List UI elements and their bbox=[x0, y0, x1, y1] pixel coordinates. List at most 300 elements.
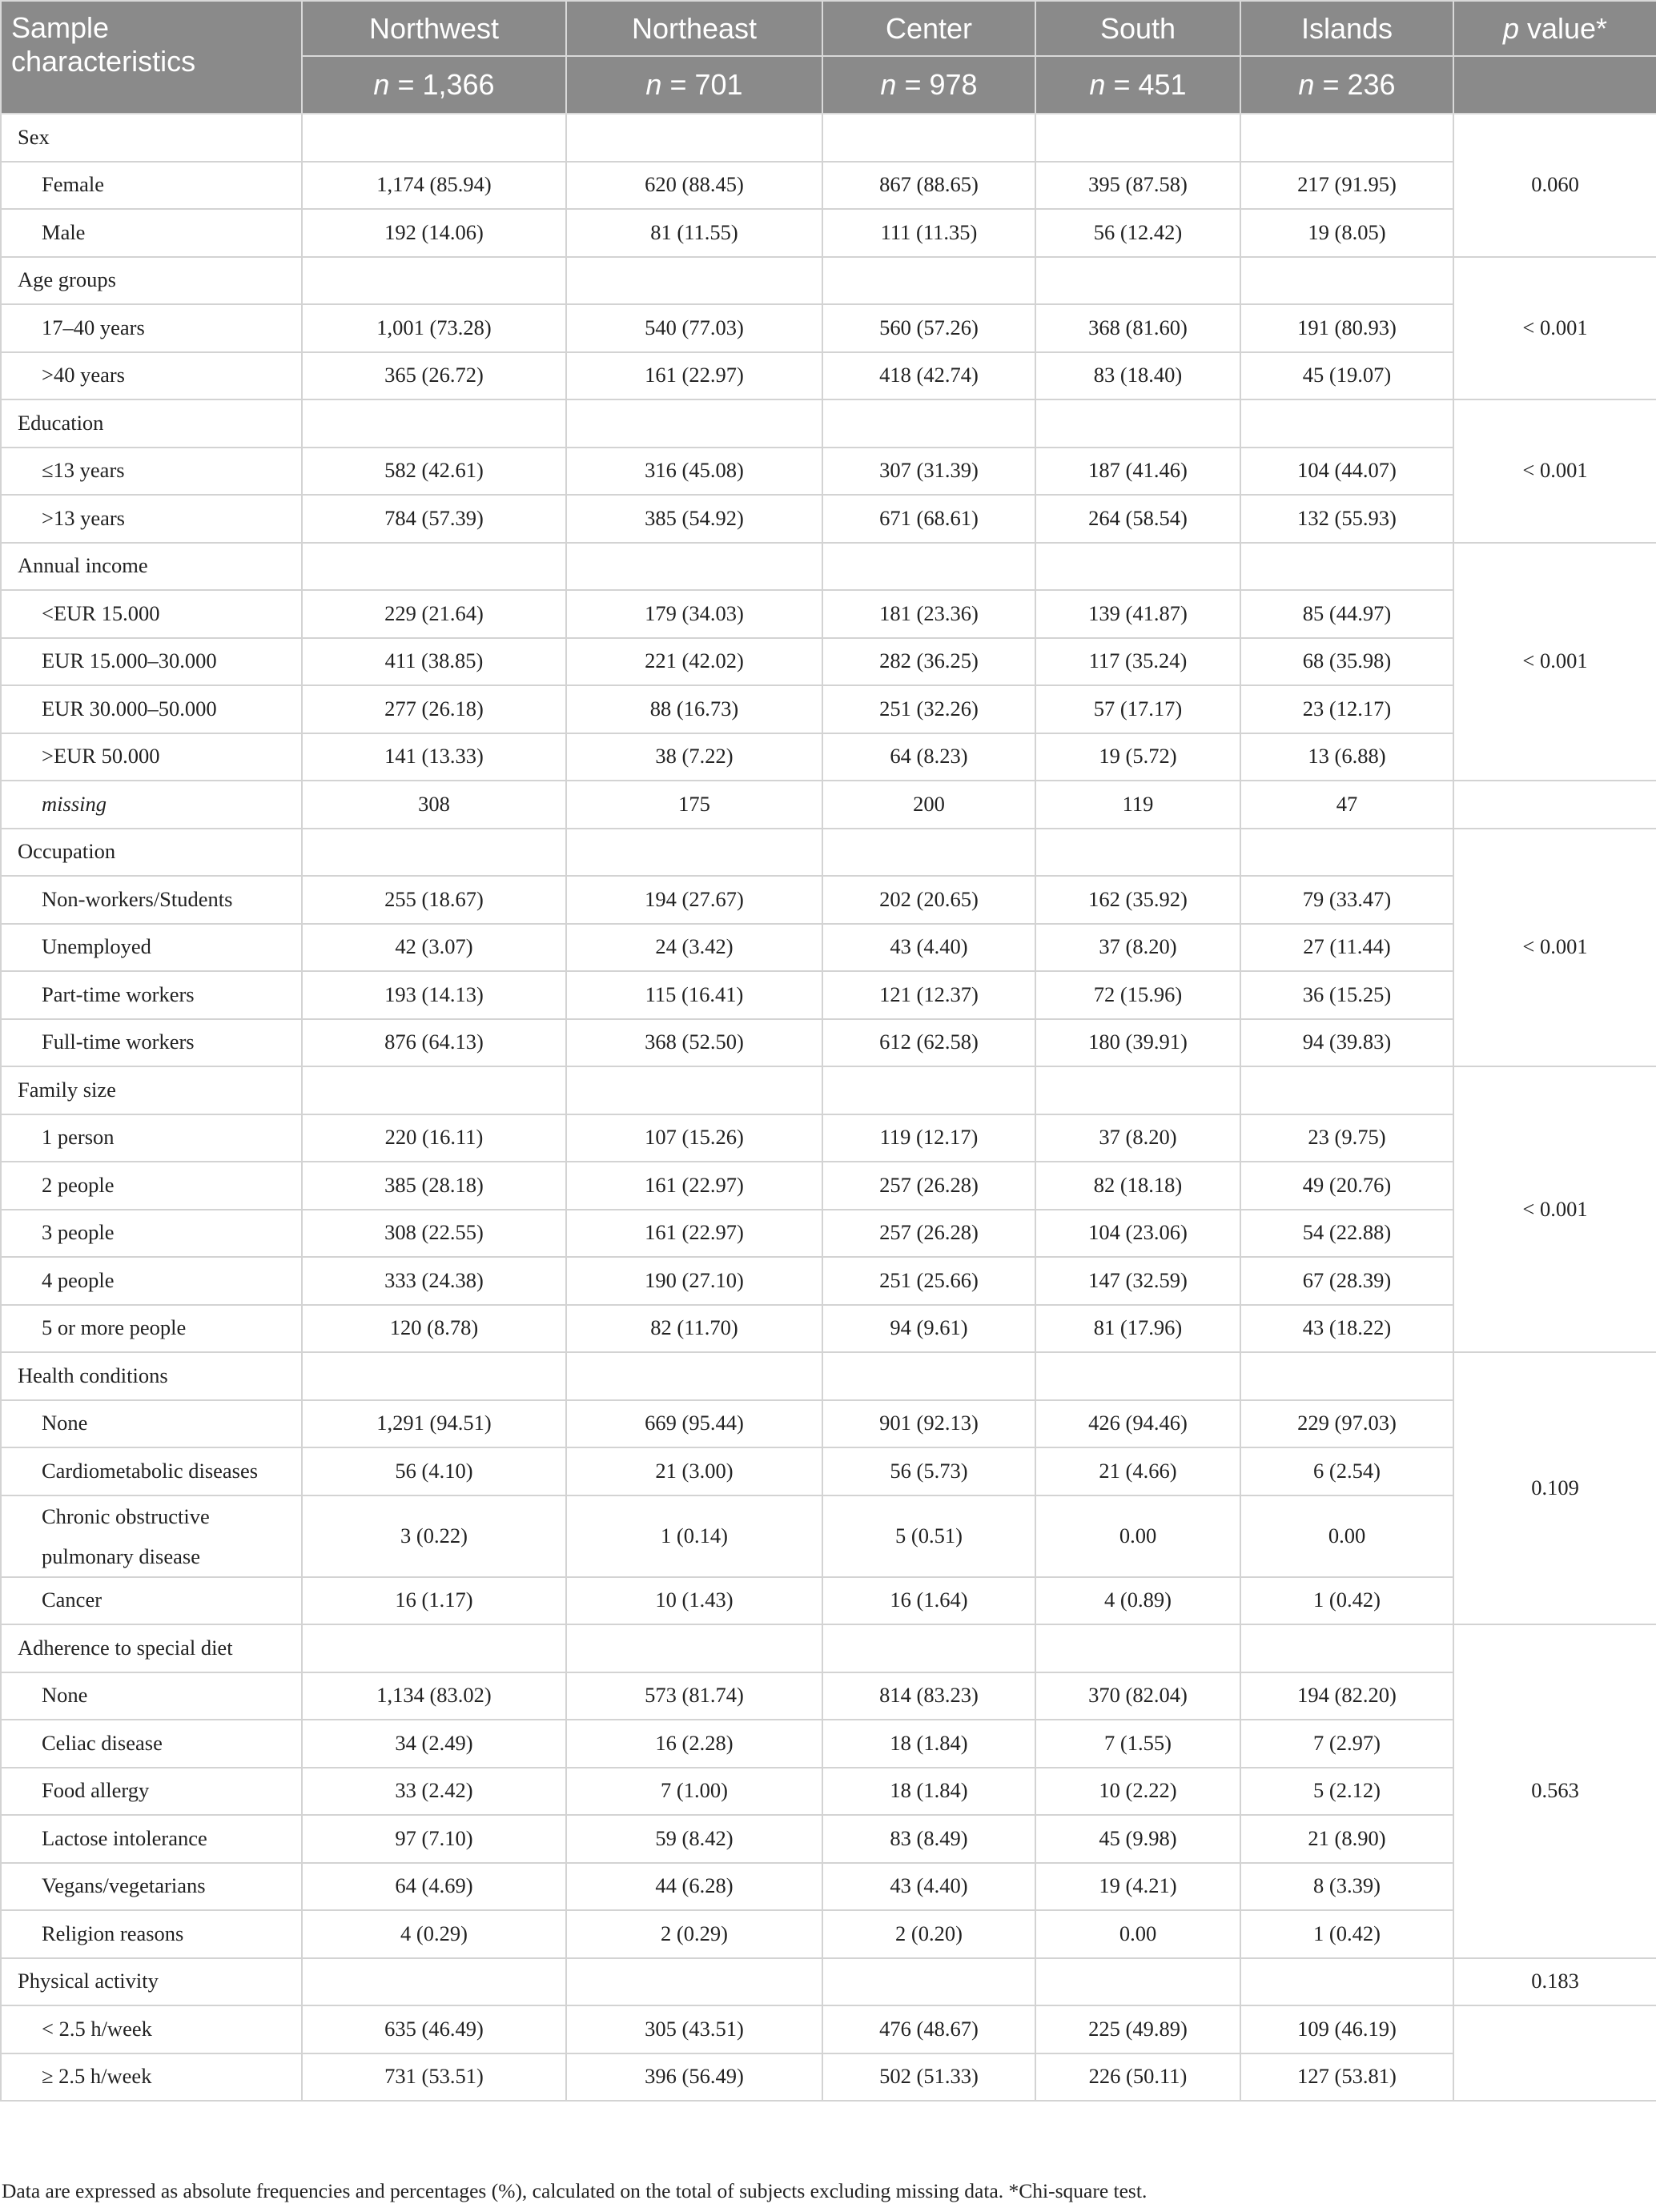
row-label: Female bbox=[1, 162, 302, 210]
value-cell: 396 (56.49) bbox=[566, 2053, 822, 2102]
empty-cell bbox=[1240, 114, 1453, 162]
row-label: Cancer bbox=[1, 1577, 302, 1625]
table-header bbox=[1, 1, 1656, 114]
group-header-row bbox=[1, 1624, 1656, 1672]
empty-cell bbox=[1035, 1958, 1240, 2006]
value-cell: 307 (31.39) bbox=[822, 448, 1035, 496]
value-cell: 385 (54.92) bbox=[566, 495, 822, 543]
group-label: Physical activity bbox=[1, 1958, 302, 2006]
empty-cell bbox=[1035, 543, 1240, 591]
table-row bbox=[1, 304, 1656, 352]
group-label: Health conditions bbox=[1, 1352, 302, 1400]
group-label: Family size bbox=[1, 1066, 302, 1114]
p-value-empty-cell bbox=[1453, 2005, 1656, 2101]
table-row bbox=[1, 2005, 1656, 2053]
value-cell: 64 (8.23) bbox=[822, 733, 1035, 781]
empty-cell bbox=[566, 829, 822, 877]
value-cell: 7 (1.55) bbox=[1035, 1720, 1240, 1768]
empty-cell bbox=[566, 114, 822, 162]
value-cell: 225 (49.89) bbox=[1035, 2005, 1240, 2053]
empty-cell bbox=[1035, 829, 1240, 877]
p-value-cell: 0.563 bbox=[1453, 1624, 1656, 1958]
value-cell: 255 (18.67) bbox=[302, 876, 566, 924]
value-cell: 88 (16.73) bbox=[566, 685, 822, 733]
value-cell: 16 (2.28) bbox=[566, 1720, 822, 1768]
value-cell: 64 (4.69) bbox=[302, 1863, 566, 1911]
value-cell: 876 (64.13) bbox=[302, 1019, 566, 1067]
value-cell: 43 (4.40) bbox=[822, 924, 1035, 972]
value-cell: 161 (22.97) bbox=[566, 352, 822, 400]
n-symbol: n bbox=[373, 68, 390, 101]
p-value-cell: < 0.001 bbox=[1453, 399, 1656, 543]
value-cell: 68 (35.98) bbox=[1240, 638, 1453, 686]
missing-value-cell: 308 bbox=[302, 781, 566, 829]
row-label: Part-time workers bbox=[1, 971, 302, 1019]
value-cell: 2 (0.29) bbox=[566, 1910, 822, 1958]
row-label: Celiac disease bbox=[1, 1720, 302, 1768]
value-cell: 44 (6.28) bbox=[566, 1863, 822, 1911]
value-cell: 38 (7.22) bbox=[566, 733, 822, 781]
value-cell: 191 (80.93) bbox=[1240, 304, 1453, 352]
row-label: 3 people bbox=[1, 1210, 302, 1258]
empty-cell bbox=[1240, 1066, 1453, 1114]
value-cell: 56 (4.10) bbox=[302, 1447, 566, 1495]
value-cell: 37 (8.20) bbox=[1035, 1114, 1240, 1162]
n-value: = 978 bbox=[904, 68, 978, 101]
row-label: Lactose intolerance bbox=[1, 1815, 302, 1863]
row-label: Male bbox=[1, 209, 302, 257]
value-cell: 220 (16.11) bbox=[302, 1114, 566, 1162]
table-body bbox=[1, 114, 1656, 2101]
value-cell: 0.00 bbox=[1240, 1495, 1453, 1577]
value-cell: 104 (44.07) bbox=[1240, 448, 1453, 496]
value-cell: 669 (95.44) bbox=[566, 1400, 822, 1448]
empty-cell bbox=[566, 1066, 822, 1114]
group-header-row bbox=[1, 257, 1656, 305]
value-cell: 476 (48.67) bbox=[822, 2005, 1035, 2053]
group-label: Education bbox=[1, 399, 302, 448]
group-label: Sex bbox=[1, 114, 302, 162]
value-cell: 731 (53.51) bbox=[302, 2053, 566, 2102]
value-cell: 202 (20.65) bbox=[822, 876, 1035, 924]
value-cell: 264 (58.54) bbox=[1035, 495, 1240, 543]
value-cell: 42 (3.07) bbox=[302, 924, 566, 972]
header-region-northeast: Northeast bbox=[566, 1, 822, 56]
value-cell: 141 (13.33) bbox=[302, 733, 566, 781]
value-cell: 21 (4.66) bbox=[1035, 1447, 1240, 1495]
table-row bbox=[1, 1495, 1656, 1577]
row-label: >40 years bbox=[1, 352, 302, 400]
row-label: Religion reasons bbox=[1, 1910, 302, 1958]
group-header-row bbox=[1, 114, 1656, 162]
table-row bbox=[1, 2053, 1656, 2102]
missing-value-cell: 175 bbox=[566, 781, 822, 829]
empty-cell bbox=[1035, 1066, 1240, 1114]
value-cell: 251 (32.26) bbox=[822, 685, 1035, 733]
table-row bbox=[1, 1910, 1656, 1958]
empty-cell bbox=[302, 114, 566, 162]
header-region-center: Center bbox=[822, 1, 1035, 56]
empty-cell bbox=[1240, 1958, 1453, 2006]
header-p-value-blank bbox=[1453, 56, 1656, 114]
value-cell: 81 (17.96) bbox=[1035, 1305, 1240, 1353]
empty-cell bbox=[822, 399, 1035, 448]
value-cell: 21 (3.00) bbox=[566, 1447, 822, 1495]
value-cell: 107 (15.26) bbox=[566, 1114, 822, 1162]
row-label: <EUR 15.000 bbox=[1, 590, 302, 638]
table-row bbox=[1, 971, 1656, 1019]
empty-cell bbox=[1035, 399, 1240, 448]
table-row bbox=[1, 1768, 1656, 1816]
table-row bbox=[1, 733, 1656, 781]
header-p-value bbox=[1453, 1, 1656, 56]
p-value-cell: < 0.001 bbox=[1453, 829, 1656, 1067]
empty-cell bbox=[1035, 114, 1240, 162]
value-cell: 395 (87.58) bbox=[1035, 162, 1240, 210]
header-n-islands bbox=[1240, 56, 1453, 114]
value-cell: 83 (8.49) bbox=[822, 1815, 1035, 1863]
value-cell: 181 (23.36) bbox=[822, 590, 1035, 638]
value-cell: 23 (12.17) bbox=[1240, 685, 1453, 733]
empty-cell bbox=[566, 1624, 822, 1672]
missing-label: missing bbox=[1, 781, 302, 829]
value-cell: 10 (2.22) bbox=[1035, 1768, 1240, 1816]
header-region-northwest: Northwest bbox=[302, 1, 566, 56]
value-cell: 67 (28.39) bbox=[1240, 1257, 1453, 1305]
value-cell: 187 (41.46) bbox=[1035, 448, 1240, 496]
value-cell: 56 (12.42) bbox=[1035, 209, 1240, 257]
value-cell: 194 (27.67) bbox=[566, 876, 822, 924]
value-cell: 23 (9.75) bbox=[1240, 1114, 1453, 1162]
table-row bbox=[1, 685, 1656, 733]
value-cell: 179 (34.03) bbox=[566, 590, 822, 638]
missing-value-cell: 47 bbox=[1240, 781, 1453, 829]
value-cell: 115 (16.41) bbox=[566, 971, 822, 1019]
value-cell: 385 (28.18) bbox=[302, 1162, 566, 1210]
value-cell: 194 (82.20) bbox=[1240, 1672, 1453, 1720]
row-label: >EUR 50.000 bbox=[1, 733, 302, 781]
value-cell: 229 (97.03) bbox=[1240, 1400, 1453, 1448]
row-label: EUR 15.000–30.000 bbox=[1, 638, 302, 686]
missing-value-cell: 119 bbox=[1035, 781, 1240, 829]
empty-cell bbox=[822, 1958, 1035, 2006]
value-cell: 161 (22.97) bbox=[566, 1210, 822, 1258]
value-cell: 190 (27.10) bbox=[566, 1257, 822, 1305]
row-label bbox=[1, 1495, 302, 1577]
value-cell: 0.00 bbox=[1035, 1910, 1240, 1958]
missing-row bbox=[1, 781, 1656, 829]
p-value-cell: < 0.001 bbox=[1453, 257, 1656, 400]
value-cell: 418 (42.74) bbox=[822, 352, 1035, 400]
value-cell: 19 (5.72) bbox=[1035, 733, 1240, 781]
p-value-cell: < 0.001 bbox=[1453, 1066, 1656, 1352]
table-row bbox=[1, 876, 1656, 924]
group-label: Age groups bbox=[1, 257, 302, 305]
value-cell: 901 (92.13) bbox=[822, 1400, 1035, 1448]
missing-value-cell: 200 bbox=[822, 781, 1035, 829]
value-cell: 277 (26.18) bbox=[302, 685, 566, 733]
value-cell: 192 (14.06) bbox=[302, 209, 566, 257]
value-cell: 10 (1.43) bbox=[566, 1577, 822, 1625]
empty-cell bbox=[302, 1624, 566, 1672]
value-cell: 635 (46.49) bbox=[302, 2005, 566, 2053]
table-row bbox=[1, 1114, 1656, 1162]
row-label: 17–40 years bbox=[1, 304, 302, 352]
value-cell: 333 (24.38) bbox=[302, 1257, 566, 1305]
value-cell: 3 (0.22) bbox=[302, 1495, 566, 1577]
value-cell: 104 (23.06) bbox=[1035, 1210, 1240, 1258]
row-label: >13 years bbox=[1, 495, 302, 543]
value-cell: 370 (82.04) bbox=[1035, 1672, 1240, 1720]
row-label: 4 people bbox=[1, 1257, 302, 1305]
value-cell: 59 (8.42) bbox=[566, 1815, 822, 1863]
row-label-line2: pulmonary disease bbox=[42, 1544, 200, 1568]
value-cell: 94 (39.83) bbox=[1240, 1019, 1453, 1067]
value-cell: 7 (2.97) bbox=[1240, 1720, 1453, 1768]
table-row bbox=[1, 1720, 1656, 1768]
row-label: Unemployed bbox=[1, 924, 302, 972]
value-cell: 34 (2.49) bbox=[302, 1720, 566, 1768]
row-label: EUR 30.000–50.000 bbox=[1, 685, 302, 733]
table-row bbox=[1, 1257, 1656, 1305]
value-cell: 1 (0.42) bbox=[1240, 1577, 1453, 1625]
empty-cell bbox=[566, 1958, 822, 2006]
empty-cell bbox=[1240, 399, 1453, 448]
value-cell: 111 (11.35) bbox=[822, 209, 1035, 257]
empty-cell bbox=[302, 257, 566, 305]
value-cell: 19 (8.05) bbox=[1240, 209, 1453, 257]
row-label: Non-workers/Students bbox=[1, 876, 302, 924]
empty-cell bbox=[1035, 1352, 1240, 1400]
value-cell: 671 (68.61) bbox=[822, 495, 1035, 543]
value-cell: 27 (11.44) bbox=[1240, 924, 1453, 972]
empty-cell bbox=[1240, 543, 1453, 591]
row-label: 5 or more people bbox=[1, 1305, 302, 1353]
table-row bbox=[1, 1447, 1656, 1495]
value-cell: 368 (52.50) bbox=[566, 1019, 822, 1067]
table-row bbox=[1, 924, 1656, 972]
value-cell: 180 (39.91) bbox=[1035, 1019, 1240, 1067]
header-region-islands: Islands bbox=[1240, 1, 1453, 56]
table-row bbox=[1, 1305, 1656, 1353]
empty-cell bbox=[566, 257, 822, 305]
row-label: Vegans/vegetarians bbox=[1, 1863, 302, 1911]
header-row-regions bbox=[1, 1, 1656, 56]
table-row bbox=[1, 209, 1656, 257]
table-row bbox=[1, 1577, 1656, 1625]
value-cell: 612 (62.58) bbox=[822, 1019, 1035, 1067]
group-header-row bbox=[1, 1352, 1656, 1400]
empty-cell bbox=[302, 1958, 566, 2006]
value-cell: 1,134 (83.02) bbox=[302, 1672, 566, 1720]
row-label: Cardiometabolic diseases bbox=[1, 1447, 302, 1495]
value-cell: 54 (22.88) bbox=[1240, 1210, 1453, 1258]
n-symbol: n bbox=[1298, 68, 1315, 101]
empty-cell bbox=[822, 1066, 1035, 1114]
table-row bbox=[1, 1815, 1656, 1863]
row-label: None bbox=[1, 1400, 302, 1448]
value-cell: 24 (3.42) bbox=[566, 924, 822, 972]
value-cell: 316 (45.08) bbox=[566, 448, 822, 496]
empty-cell bbox=[822, 114, 1035, 162]
empty-cell bbox=[822, 829, 1035, 877]
value-cell: 620 (88.45) bbox=[566, 162, 822, 210]
value-cell: 5 (0.51) bbox=[822, 1495, 1035, 1577]
table-row bbox=[1, 1400, 1656, 1448]
value-cell: 365 (26.72) bbox=[302, 352, 566, 400]
n-symbol: n bbox=[645, 68, 662, 101]
value-cell: 82 (18.18) bbox=[1035, 1162, 1240, 1210]
p-value-cell: 0.183 bbox=[1453, 1958, 1656, 2006]
value-cell: 16 (1.17) bbox=[302, 1577, 566, 1625]
empty-cell bbox=[822, 257, 1035, 305]
table-row bbox=[1, 1210, 1656, 1258]
header-n-northwest bbox=[302, 56, 566, 114]
row-label: ≤13 years bbox=[1, 448, 302, 496]
row-label: < 2.5 h/week bbox=[1, 2005, 302, 2053]
value-cell: 97 (7.10) bbox=[302, 1815, 566, 1863]
table-row bbox=[1, 590, 1656, 638]
value-cell: 229 (21.64) bbox=[302, 590, 566, 638]
empty-cell bbox=[1035, 257, 1240, 305]
value-cell: 49 (20.76) bbox=[1240, 1162, 1453, 1210]
value-cell: 82 (11.70) bbox=[566, 1305, 822, 1353]
value-cell: 21 (8.90) bbox=[1240, 1815, 1453, 1863]
n-value: = 451 bbox=[1113, 68, 1187, 101]
value-cell: 81 (11.55) bbox=[566, 209, 822, 257]
empty-cell bbox=[302, 399, 566, 448]
value-cell: 79 (33.47) bbox=[1240, 876, 1453, 924]
value-cell: 83 (18.40) bbox=[1035, 352, 1240, 400]
value-cell: 18 (1.84) bbox=[822, 1720, 1035, 1768]
empty-cell bbox=[566, 399, 822, 448]
value-cell: 573 (81.74) bbox=[566, 1672, 822, 1720]
empty-cell bbox=[1240, 257, 1453, 305]
value-cell: 121 (12.37) bbox=[822, 971, 1035, 1019]
value-cell: 162 (35.92) bbox=[1035, 876, 1240, 924]
empty-cell bbox=[302, 1352, 566, 1400]
value-cell: 8 (3.39) bbox=[1240, 1863, 1453, 1911]
value-cell: 251 (25.66) bbox=[822, 1257, 1035, 1305]
p-value-cell: < 0.001 bbox=[1453, 543, 1656, 781]
value-cell: 6 (2.54) bbox=[1240, 1447, 1453, 1495]
n-value: = 236 bbox=[1322, 68, 1396, 101]
group-label: Annual income bbox=[1, 543, 302, 591]
empty-cell bbox=[1035, 1624, 1240, 1672]
value-cell: 37 (8.20) bbox=[1035, 924, 1240, 972]
header-region-south: South bbox=[1035, 1, 1240, 56]
value-cell: 127 (53.81) bbox=[1240, 2053, 1453, 2102]
n-symbol: n bbox=[880, 68, 897, 101]
group-header-row bbox=[1, 543, 1656, 591]
value-cell: 226 (50.11) bbox=[1035, 2053, 1240, 2102]
value-cell: 217 (91.95) bbox=[1240, 162, 1453, 210]
value-cell: 119 (12.17) bbox=[822, 1114, 1035, 1162]
header-n-south bbox=[1035, 56, 1240, 114]
table-row bbox=[1, 1672, 1656, 1720]
value-cell: 221 (42.02) bbox=[566, 638, 822, 686]
value-cell: 4 (0.89) bbox=[1035, 1577, 1240, 1625]
value-cell: 43 (4.40) bbox=[822, 1863, 1035, 1911]
value-cell: 193 (14.13) bbox=[302, 971, 566, 1019]
value-cell: 85 (44.97) bbox=[1240, 590, 1453, 638]
value-cell: 19 (4.21) bbox=[1035, 1863, 1240, 1911]
header-sample-characteristics: Sample characteristics bbox=[1, 1, 302, 114]
value-cell: 1,001 (73.28) bbox=[302, 304, 566, 352]
n-value: = 701 bbox=[669, 68, 743, 101]
value-cell: 117 (35.24) bbox=[1035, 638, 1240, 686]
value-cell: 45 (19.07) bbox=[1240, 352, 1453, 400]
value-cell: 94 (9.61) bbox=[822, 1305, 1035, 1353]
group-header-row bbox=[1, 1958, 1656, 2006]
value-cell: 109 (46.19) bbox=[1240, 2005, 1453, 2053]
group-header-row bbox=[1, 829, 1656, 877]
row-label: 1 person bbox=[1, 1114, 302, 1162]
table-row bbox=[1, 162, 1656, 210]
value-cell: 16 (1.64) bbox=[822, 1577, 1035, 1625]
value-cell: 72 (15.96) bbox=[1035, 971, 1240, 1019]
empty-cell bbox=[566, 1352, 822, 1400]
value-cell: 4 (0.29) bbox=[302, 1910, 566, 1958]
value-cell: 43 (18.22) bbox=[1240, 1305, 1453, 1353]
value-cell: 0.00 bbox=[1035, 1495, 1240, 1577]
empty-cell bbox=[1453, 781, 1656, 829]
value-cell: 368 (81.60) bbox=[1035, 304, 1240, 352]
empty-cell bbox=[822, 543, 1035, 591]
value-cell: 57 (17.17) bbox=[1035, 685, 1240, 733]
empty-cell bbox=[1240, 1352, 1453, 1400]
empty-cell bbox=[302, 543, 566, 591]
value-cell: 308 (22.55) bbox=[302, 1210, 566, 1258]
empty-cell bbox=[822, 1624, 1035, 1672]
value-cell: 56 (5.73) bbox=[822, 1447, 1035, 1495]
p-value-cell: 0.109 bbox=[1453, 1352, 1656, 1624]
value-cell: 305 (43.51) bbox=[566, 2005, 822, 2053]
n-value: = 1,366 bbox=[397, 68, 495, 101]
value-cell: 582 (42.61) bbox=[302, 448, 566, 496]
value-cell: 147 (32.59) bbox=[1035, 1257, 1240, 1305]
value-cell: 33 (2.42) bbox=[302, 1768, 566, 1816]
empty-cell bbox=[1240, 1624, 1453, 1672]
empty-cell bbox=[1240, 829, 1453, 877]
value-cell: 1 (0.14) bbox=[566, 1495, 822, 1577]
value-cell: 560 (57.26) bbox=[822, 304, 1035, 352]
value-cell: 867 (88.65) bbox=[822, 162, 1035, 210]
header-n-center bbox=[822, 56, 1035, 114]
value-cell: 7 (1.00) bbox=[566, 1768, 822, 1816]
table-row bbox=[1, 1162, 1656, 1210]
value-cell: 1 (0.42) bbox=[1240, 1910, 1453, 1958]
row-label: Full-time workers bbox=[1, 1019, 302, 1067]
value-cell: 1,291 (94.51) bbox=[302, 1400, 566, 1448]
table-row bbox=[1, 1863, 1656, 1911]
value-cell: 18 (1.84) bbox=[822, 1768, 1035, 1816]
empty-cell bbox=[822, 1352, 1035, 1400]
value-cell: 45 (9.98) bbox=[1035, 1815, 1240, 1863]
empty-cell bbox=[302, 829, 566, 877]
value-cell: 13 (6.88) bbox=[1240, 733, 1453, 781]
table-row bbox=[1, 448, 1656, 496]
table-footnote: Data are expressed as absolute frequencies and percentages (%), calculated on the total of subjects excluding missing data. *Chi-square test. bbox=[2, 2179, 1148, 2202]
value-cell: 814 (83.23) bbox=[822, 1672, 1035, 1720]
value-cell: 36 (15.25) bbox=[1240, 971, 1453, 1019]
table-row bbox=[1, 352, 1656, 400]
value-cell: 411 (38.85) bbox=[302, 638, 566, 686]
value-cell: 426 (94.46) bbox=[1035, 1400, 1240, 1448]
value-cell: 784 (57.39) bbox=[302, 495, 566, 543]
value-cell: 139 (41.87) bbox=[1035, 590, 1240, 638]
p-value-cell: 0.060 bbox=[1453, 114, 1656, 257]
